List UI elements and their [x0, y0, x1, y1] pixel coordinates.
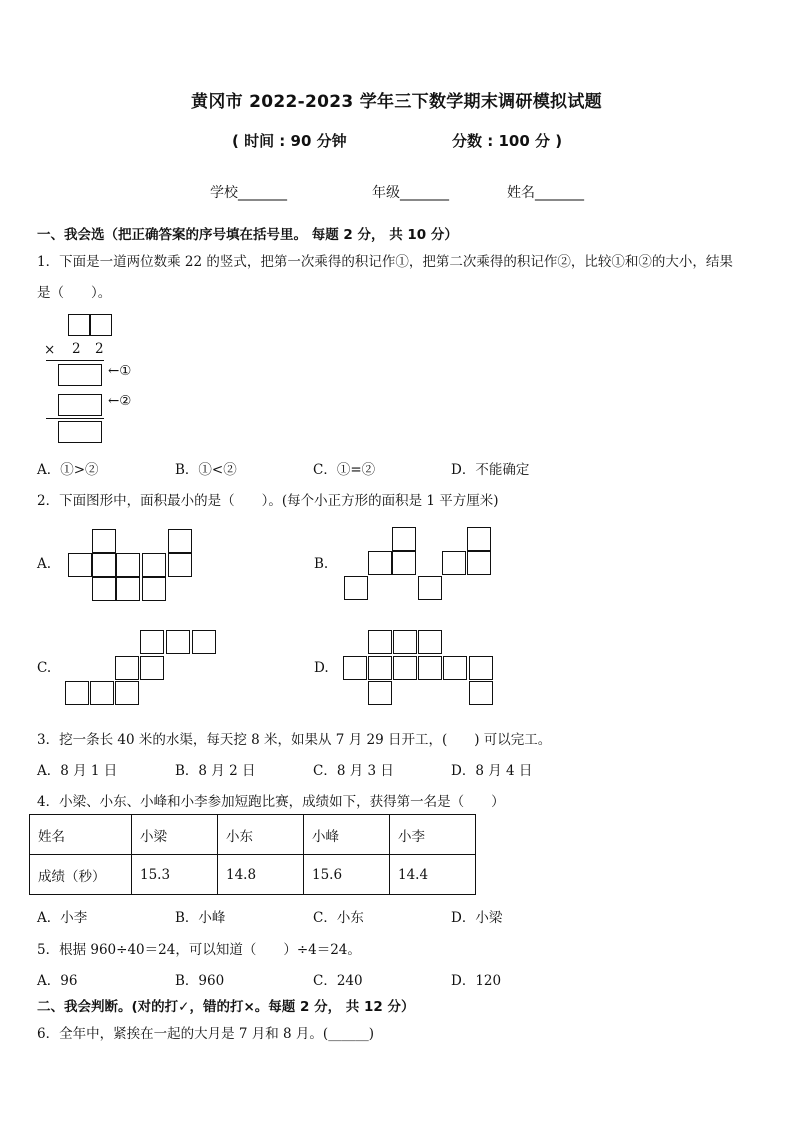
grid-square [116, 577, 140, 601]
q5-option-d[interactable]: D．120 [451, 973, 502, 989]
grid-square [393, 630, 417, 654]
grid-square [92, 577, 116, 601]
grid-square [166, 630, 190, 654]
q1-digit-box-ones [90, 314, 112, 336]
q1-option-b[interactable]: B．①<② [175, 462, 237, 478]
grid-square [393, 656, 417, 680]
school-field[interactable]: 学校_______ [210, 185, 287, 201]
q4-text: 4．小梁、小东、小峰和小李参加短跑比赛，成绩如下，获得第一名是（ ） [37, 794, 505, 810]
q1-partial-product-2-box [58, 394, 102, 416]
q1-digit-box-tens [68, 314, 90, 336]
q1-arrow-2: ←② [108, 393, 132, 409]
grid-square [140, 656, 164, 680]
grid-square [368, 681, 392, 705]
grid-square [467, 527, 491, 551]
table-cell: 14.8 [218, 855, 304, 895]
q1-partial-product-1-box [58, 364, 102, 386]
q2-text: 2．下面图形中，面积最小的是（ ）。(每个小正方形的面积是 1 平方厘米) [37, 493, 499, 509]
q2-label-b[interactable]: B. [314, 556, 329, 572]
grid-square [392, 551, 416, 575]
q3-option-a[interactable]: A．8 月 1 日 [37, 763, 118, 779]
grade-field[interactable]: 年级_______ [372, 185, 449, 201]
table-cell: 小李 [390, 815, 476, 855]
grid-square [343, 656, 367, 680]
table-cell: 成绩（秒） [30, 855, 132, 895]
table-cell: 姓名 [30, 815, 132, 855]
q3-option-b[interactable]: B．8 月 2 日 [175, 763, 256, 779]
grid-square [469, 656, 493, 680]
q4-option-a[interactable]: A．小李 [37, 910, 88, 926]
grid-square [140, 630, 164, 654]
table-header-row [30, 815, 476, 855]
grid-square [418, 630, 442, 654]
grid-square [344, 576, 368, 600]
grid-square [116, 553, 140, 577]
grid-square [368, 656, 392, 680]
q1-rule-line-1 [46, 360, 104, 361]
grid-square [142, 553, 166, 577]
table-cell: 15.6 [304, 855, 390, 895]
grid-square [368, 630, 392, 654]
q5-text: 5．根据 960÷40＝24，可以知道（ ）÷4＝24。 [37, 942, 361, 958]
q3-text: 3．挖一条长 40 米的水渠，每天挖 8 米，如果从 7 月 29 日开工，( ) 可以完工。 [37, 732, 552, 748]
q2-label-c[interactable]: C. [37, 660, 52, 676]
exam-score: 分数 : 100 分 ) [452, 132, 563, 150]
grid-square [469, 681, 493, 705]
grid-square [92, 553, 116, 577]
q4-option-b[interactable]: B．小峰 [175, 910, 226, 926]
q4-option-c[interactable]: C．小东 [313, 910, 364, 926]
grid-square [418, 576, 442, 600]
grid-square [368, 551, 392, 575]
q1-multiplier-digit-1: 2 [72, 341, 81, 357]
q1-text-line1: 1．下面是一道两位数乘 22 的竖式，把第一次乘得的积记作①，把第二次乘得的积记作②，比较①和②的大小，结果 [37, 254, 733, 270]
q1-rule-line-2 [46, 418, 104, 419]
grid-square [115, 681, 139, 705]
q5-option-a[interactable]: A．96 [37, 973, 78, 989]
q1-option-c[interactable]: C．①=② [313, 462, 376, 478]
table-row [30, 855, 476, 895]
grid-square [467, 551, 491, 575]
grid-square [192, 630, 216, 654]
q3-option-c[interactable]: C．8 月 3 日 [313, 763, 394, 779]
q1-option-d[interactable]: D．不能确定 [451, 462, 530, 478]
q6-text: 6．全年中，紧挨在一起的大月是 7 月和 8 月。(______) [37, 1026, 374, 1042]
q4-option-d[interactable]: D．小梁 [451, 910, 503, 926]
q3-option-d[interactable]: D．8 月 4 日 [451, 763, 533, 779]
table-cell: 14.4 [390, 855, 476, 895]
grid-square [92, 529, 116, 553]
q1-arrow-1: ←① [108, 363, 132, 379]
q1-product-box [58, 421, 102, 443]
q1-multiply-sign: × [44, 342, 56, 358]
table-cell: 小东 [218, 815, 304, 855]
q2-label-d[interactable]: D. [314, 660, 329, 676]
grid-square [142, 577, 166, 601]
grid-square [418, 656, 442, 680]
table-cell: 15.3 [132, 855, 218, 895]
name-field[interactable]: 姓名_______ [507, 185, 584, 201]
q5-option-b[interactable]: B．960 [175, 973, 225, 989]
q5-option-c[interactable]: C．240 [313, 973, 363, 989]
q1-multiplier-digit-2: 2 [95, 341, 104, 357]
grid-square [442, 551, 466, 575]
section-1-title: 一、我会选（把正确答案的序号填在括号里。 每题 2 分， 共 10 分） [37, 227, 458, 243]
grid-square [68, 553, 92, 577]
q1-text-line2: 是（ ）。 [37, 285, 112, 301]
q2-label-a[interactable]: A. [37, 556, 52, 572]
table-cell: 小峰 [304, 815, 390, 855]
exam-time: ( 时间 : 90 分钟 [232, 132, 347, 150]
grid-square [65, 681, 89, 705]
grid-square [115, 656, 139, 680]
page-title: 黄冈市 2022-2023 学年三下数学期末调研模拟试题 [191, 92, 602, 112]
grid-square [392, 527, 416, 551]
grid-square [168, 553, 192, 577]
grid-square [90, 681, 114, 705]
table-cell: 小梁 [132, 815, 218, 855]
grid-square [168, 529, 192, 553]
grid-square [443, 656, 467, 680]
section-2-title: 二、我会判断。(对的打✓，错的打×。每题 2 分， 共 12 分） [37, 999, 415, 1015]
q4-score-table [29, 814, 476, 895]
q1-option-a[interactable]: A．①>② [37, 462, 99, 478]
